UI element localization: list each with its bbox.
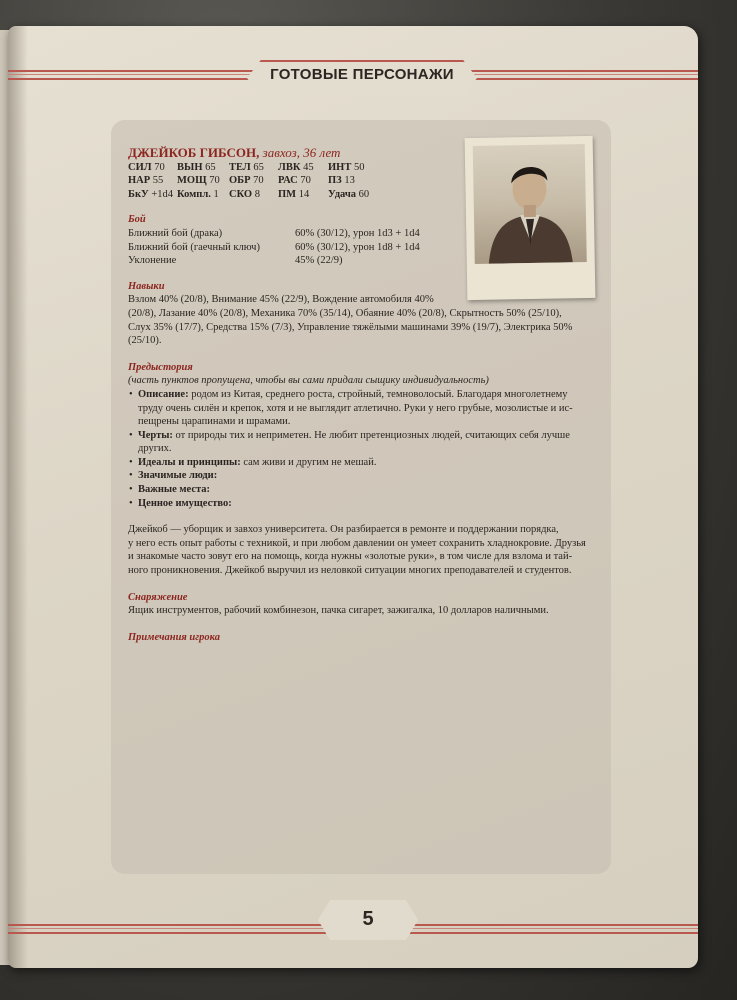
stat-label: НАР — [128, 175, 151, 187]
stat-label: СКО — [229, 188, 253, 200]
item-text: других. — [138, 443, 172, 455]
list-item — [138, 483, 598, 497]
bio-line: Джейкоб — уборщик и завхоз университета. Он разбирается в ремонте и поддержании порядка, — [128, 524, 559, 536]
combat-skill-value: 60% (30/12), урон 1d3 + 1d4 — [295, 227, 420, 239]
player-notes-heading: Примечания игрока — [128, 631, 220, 643]
stat-label: ПЗ — [328, 175, 342, 187]
stat-label: ТЕЛ — [229, 161, 251, 173]
stat-value: 50 — [353, 161, 365, 173]
item-label: Описание: — [138, 388, 189, 400]
list-item — [138, 388, 598, 429]
bio-paragraph — [128, 523, 598, 577]
item-text: пещрены царапинами и шрамами. — [138, 416, 291, 428]
combat-skill-value: 45% (22/9) — [295, 255, 343, 267]
stats-row — [128, 188, 373, 202]
character-occupation: завхоз, 36 лет — [262, 145, 341, 160]
stats-row — [128, 174, 373, 188]
stat-label: РАС — [278, 175, 298, 187]
item-label: Значимые люди: — [138, 470, 218, 482]
combat-skill-name: Уклонение — [128, 255, 177, 267]
skills-heading: Навыки — [128, 280, 165, 292]
stat-value: 65 — [205, 161, 216, 173]
combat-skill-value: 60% (30/12), урон 1d8 + 1d4 — [295, 241, 420, 253]
character-name: ДЖЕЙКОБ ГИБСОН, — [128, 145, 260, 160]
item-text: труду очень силён и крепок, хотя и не выглядит атлетично. Руки у него грубые, мозолистые и ис- — [138, 402, 573, 414]
background-list — [128, 388, 598, 510]
stat-value: 65 — [253, 161, 264, 173]
stat-value: +1d4 — [151, 188, 173, 200]
background-note: (часть пунктов пропущена, чтобы вы сами придали сыщику индивидуальность) — [128, 375, 489, 387]
page-number: 5 — [362, 908, 374, 930]
list-item — [138, 469, 598, 483]
stat-label: ВЫН — [177, 161, 203, 173]
bio-line: у него есть опыт работы с техникой, и при любом давлении он умеет сохранить хладнокровие. Друзья — [128, 537, 586, 549]
skills-line: (25/10). — [128, 335, 162, 347]
item-text: сам живи и другим не мешай. — [243, 456, 377, 468]
list-item — [138, 429, 598, 456]
character-sheet-text — [128, 146, 598, 644]
item-text: родом из Китая, среднего роста, стройный, темноволосый. Благодаря многолетнему — [191, 388, 568, 400]
stat-value: 8 — [254, 188, 260, 200]
combat-row — [128, 241, 598, 255]
skills-line: Взлом 40% (20/8), Внимание 45% (22/9), Вождение автомобиля 40% — [128, 294, 434, 306]
character-name-line — [128, 146, 598, 160]
item-label: Черты: — [138, 429, 173, 441]
stat-label: Удача — [328, 188, 357, 200]
stat-label: МОЩ — [177, 175, 207, 187]
stat-value: 70 — [209, 175, 220, 187]
equipment-heading: Снаряжение — [128, 591, 188, 603]
skills-line: (20/8), Лазание 40% (20/8), Механика 70% (35/14), Обаяние 40% (20/8), Скрытность 50% (25/10), — [128, 307, 562, 319]
background-heading: Предыстория — [128, 361, 193, 373]
stat-value: 1 — [213, 188, 219, 200]
combat-row — [128, 227, 598, 241]
stats-table — [128, 161, 373, 202]
item-label: Идеалы и принципы: — [138, 456, 241, 468]
stat-label: СИЛ — [128, 161, 152, 173]
stat-label: ОБР — [229, 175, 251, 187]
stat-label: ПМ — [278, 188, 297, 200]
page-title: ГОТОВЫЕ ПЕРСОНАЖИ — [270, 66, 454, 83]
stat-value: 70 — [253, 175, 264, 187]
stat-value: 14 — [298, 188, 310, 200]
stat-label: Компл. — [177, 188, 211, 200]
combat-heading: Бой — [128, 214, 146, 226]
item-label: Важные места: — [138, 484, 211, 496]
stat-value: 70 — [300, 175, 311, 187]
list-item — [138, 497, 598, 511]
stat-label: БкУ — [128, 188, 149, 200]
stat-value: 13 — [344, 175, 355, 187]
item-label: Ценное имущество: — [138, 497, 232, 509]
combat-row — [128, 254, 598, 268]
skills-line: Слух 35% (17/7), Средства 15% (7/3), Управление тяжёлыми машинами 39% (19/7), Электрика 50% — [128, 321, 573, 333]
stat-value: 70 — [154, 161, 165, 173]
equipment-text: Ящик инструментов, рабочий комбинезон, пачка сигарет, зажигалка, 10 долларов наличными. — [128, 605, 549, 617]
stat-value: 60 — [358, 188, 370, 200]
stat-label: ИНТ — [328, 161, 352, 173]
stat-value: 45 — [303, 161, 314, 173]
bio-line: и знакомые часто зовут его на помощь, когда нужны «золотые руки», в том числе для взлома и тай- — [128, 551, 573, 563]
combat-skill-name: Ближний бой (драка) — [128, 227, 223, 239]
stat-value: 55 — [152, 175, 164, 187]
item-text: от природы тих и неприметен. Не любит претенциозных людей, считающих себя лучше — [175, 429, 570, 441]
page-spine-shadow — [8, 26, 28, 968]
list-item — [138, 456, 598, 470]
bio-line: ного проникновения. Джейкоб выручил из неловкой ситуации многих преподавателей и студентов. — [128, 565, 572, 577]
stat-label: ЛВК — [278, 161, 301, 173]
combat-skill-name: Ближний бой (гаечный ключ) — [128, 241, 260, 253]
stats-row — [128, 161, 373, 175]
